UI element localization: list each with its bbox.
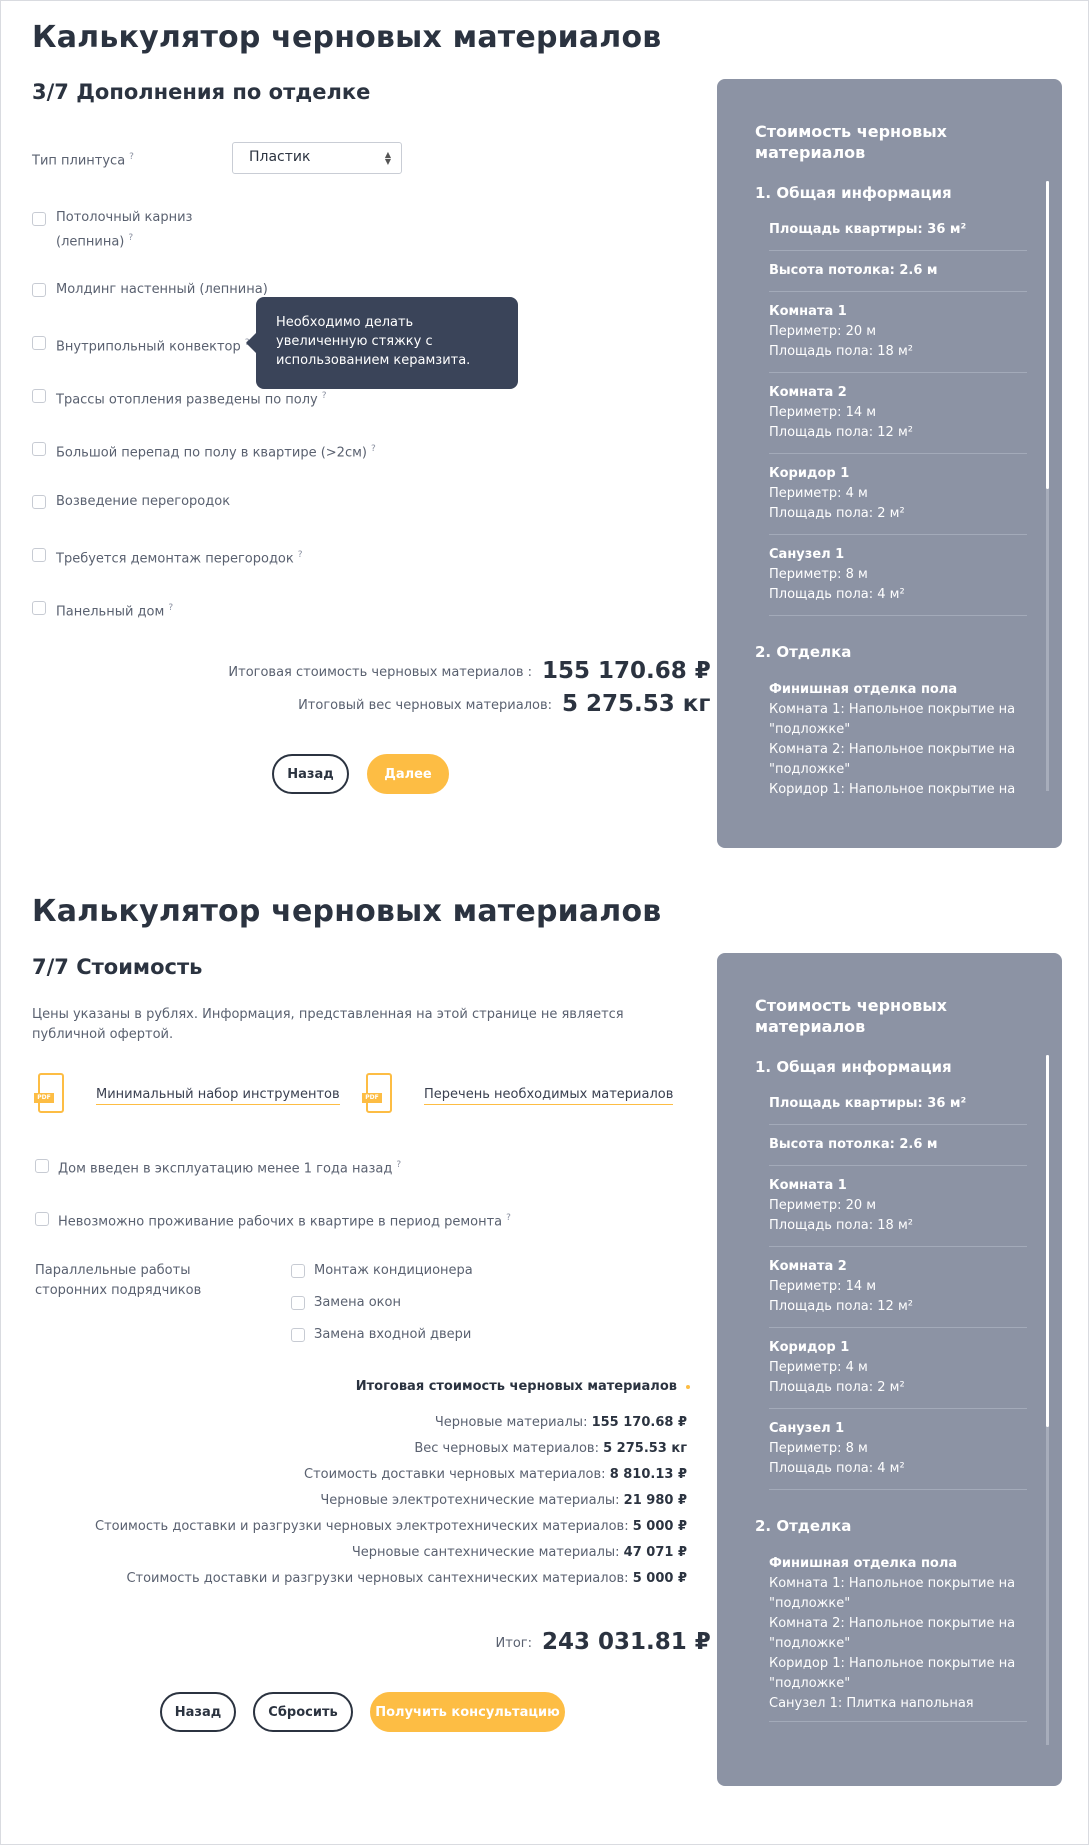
breakdown-label: Вес черновых материалов: (414, 1441, 599, 1456)
room-floor: Площадь пола: 4 м² (769, 587, 905, 602)
help-icon[interactable]: ? (396, 1160, 402, 1170)
divider (769, 1165, 1027, 1166)
checkbox-windows[interactable] (291, 1296, 305, 1310)
room-name: Коридор 1 (769, 466, 850, 481)
panel-height (769, 261, 1027, 281)
option-partition-demolition (56, 545, 303, 569)
panel-room (769, 1338, 1027, 1398)
option-panel-house-text: Панельный дом (56, 604, 165, 620)
panel-finish (769, 1554, 1027, 1714)
panel-height (769, 1135, 1027, 1155)
help-icon[interactable]: ? (168, 603, 174, 613)
pdf-tag: PDF (362, 1093, 382, 1103)
panel-room (769, 302, 1027, 362)
summary-panel (717, 953, 1062, 1786)
finish-line: Комната 1: Напольное покрытие на "подложке" (769, 1576, 1016, 1611)
room-floor: Площадь пола: 18 м² (769, 1218, 913, 1233)
option-no-living (58, 1208, 511, 1232)
pdf-tag: PDF (34, 1093, 54, 1103)
finish-title: Финишная отделка пола (769, 1556, 958, 1571)
divider (769, 1489, 1027, 1490)
checkbox-wall-molding[interactable] (32, 283, 46, 297)
finish-line: Санузел 1: Плитка напольная (769, 1696, 974, 1711)
pdf-file-icon[interactable] (362, 1073, 392, 1113)
total-weight-value: 5 275.53 кг (562, 691, 711, 717)
breakdown-value: 5 000 ₽ (632, 1571, 687, 1586)
room-floor: Площадь пола: 18 м² (769, 344, 913, 359)
checkbox-partitions[interactable] (32, 495, 46, 509)
panel-area (769, 220, 1027, 240)
divider (769, 1246, 1027, 1247)
parallel-works-label: Параллельные работы сторонних подрядчиков (35, 1263, 202, 1298)
panel-height-text: Высота потолка: 2.6 м (769, 263, 938, 278)
panel-room (769, 1419, 1027, 1479)
breakdown-label: Черновые электротехнические материалы: (320, 1493, 620, 1508)
breakdown-label: Стоимость доставки черновых материалов: (304, 1467, 606, 1482)
plinth-label-text: Тип плинтуса (32, 153, 126, 169)
tooltip: Необходимо делать увеличенную стяжку с использованием керамзита. (256, 297, 518, 389)
total-weight-label: Итоговый вес черновых материалов: (298, 698, 552, 713)
consultation-button[interactable]: Получить консультацию (370, 1692, 565, 1732)
total-cost-value: 155 170.68 ₽ (542, 658, 711, 684)
divider (769, 1124, 1027, 1125)
breakdown-value: 5 000 ₽ (632, 1519, 687, 1534)
option-panel-house (56, 598, 173, 622)
grand-total-label: Итог: (495, 1636, 532, 1651)
back-button[interactable]: Назад (272, 754, 349, 794)
select-arrows-icon: ▲ ▼ (384, 150, 391, 166)
room-perimeter: Периметр: 20 м (769, 1198, 877, 1213)
reset-button[interactable]: Сбросить (253, 1692, 353, 1732)
room-name: Комната 1 (769, 1178, 847, 1193)
option-floor-convector-text: Внутрипольный конвектор (56, 339, 241, 355)
breakdown-label: Стоимость доставки и разгрузки черновых электротехнических материалов: (95, 1519, 629, 1534)
room-name: Комната 2 (769, 1259, 847, 1274)
divider (769, 291, 1027, 292)
divider (769, 1721, 1027, 1722)
breakdown-row (126, 1571, 687, 1586)
room-name: Санузел 1 (769, 1421, 845, 1436)
finish-line: Комната 2: Напольное покрытие на "подложке" (769, 1616, 1016, 1651)
grand-total-value: 243 031.81 ₽ (542, 1629, 711, 1655)
panel-finish (769, 680, 1027, 800)
checkbox-no-living[interactable] (35, 1212, 49, 1226)
checkbox-floor-drop[interactable] (32, 442, 46, 456)
panel-area (769, 1094, 1027, 1114)
room-perimeter: Периметр: 20 м (769, 324, 877, 339)
panel-room (769, 464, 1027, 524)
checkbox-new-house[interactable] (35, 1159, 49, 1173)
summary-title: Итоговая стоимость черновых материалов (355, 1379, 677, 1394)
help-icon[interactable]: ? (506, 1213, 511, 1223)
breakdown-value: 21 980 ₽ (623, 1493, 687, 1508)
room-name: Санузел 1 (769, 547, 845, 562)
finish-title: Финишная отделка пола (769, 682, 958, 697)
step-title: 3/7 Дополнения по отделке (32, 80, 371, 104)
summary-panel (717, 79, 1062, 848)
breakdown-row (414, 1441, 687, 1456)
panel-room (769, 1257, 1027, 1317)
room-floor: Площадь пола: 2 м² (769, 506, 905, 521)
divider (769, 1327, 1027, 1328)
help-icon[interactable]: ? (129, 152, 134, 162)
tools-link[interactable]: Минимальный набор инструментов (96, 1087, 340, 1105)
panel-room (769, 383, 1027, 443)
divider (769, 453, 1027, 454)
divider (769, 372, 1027, 373)
panel-section-finish: 2. Отделка (755, 643, 852, 661)
checkbox-floor-convector[interactable] (32, 336, 46, 350)
room-name: Коридор 1 (769, 1340, 850, 1355)
room-name: Комната 2 (769, 385, 847, 400)
plinth-select[interactable] (232, 142, 402, 174)
scrollbar-thumb[interactable] (1046, 181, 1049, 489)
plinth-label (32, 147, 134, 171)
scrollbar-thumb[interactable] (1046, 1055, 1049, 1427)
breakdown-value: 155 170.68 ₽ (591, 1415, 687, 1430)
panel-room (769, 1176, 1027, 1236)
panel-area-text: Площадь квартиры: 36 м² (769, 222, 967, 237)
page-title: Калькулятор черновых материалов (32, 20, 662, 55)
help-icon[interactable]: ? (128, 233, 134, 243)
option-heating-lines-text: Трассы отопления разведены по полу (56, 392, 318, 408)
panel-height-text: Высота потолка: 2.6 м (769, 1137, 938, 1152)
room-perimeter: Периметр: 14 м (769, 1279, 877, 1294)
panel-area-text: Площадь квартиры: 36 м² (769, 1096, 967, 1111)
checkbox-panel-house[interactable] (32, 601, 46, 615)
room-perimeter: Периметр: 14 м (769, 405, 877, 420)
room-perimeter: Периметр: 4 м (769, 1360, 868, 1375)
finish-line: Комната 2: Напольное покрытие на "подложке" (769, 742, 1016, 777)
option-windows: Замена окон (314, 1295, 401, 1310)
panel-section-finish: 2. Отделка (755, 1517, 852, 1535)
divider (769, 250, 1027, 251)
price-note: Цены указаны в рублях. Информация, представленная на этой странице не является публичной офертой. (32, 1007, 624, 1042)
help-icon[interactable]: ? (321, 391, 327, 401)
checkbox-ceiling-cornice[interactable] (32, 212, 46, 226)
divider (769, 534, 1027, 535)
breakdown-label: Черновые сантехнические материалы: (351, 1545, 620, 1560)
room-floor: Площадь пола: 12 м² (769, 425, 913, 440)
page-title: Калькулятор черновых материалов (32, 894, 662, 929)
option-ceiling-cornice-text: Потолочный карниз (лепнина) (56, 210, 193, 250)
option-partition-demolition-text: Требуется демонтаж перегородок (56, 551, 294, 567)
breakdown-value: 47 071 ₽ (623, 1545, 687, 1560)
option-wall-molding: Молдинг настенный (лепнина) (56, 282, 268, 297)
room-name: Комната 1 (769, 304, 847, 319)
option-entrance-door: Замена входной двери (314, 1327, 472, 1342)
checkbox-partition-demolition[interactable] (32, 548, 46, 562)
finish-line: Комната 1: Напольное покрытие на "подложке" (769, 702, 1016, 737)
checkbox-entrance-door[interactable] (291, 1328, 305, 1342)
accent-dot (686, 1385, 690, 1389)
panel-title: Стоимость черновых материалов (755, 122, 947, 162)
option-new-house-text: Дом введен в эксплуатацию менее 1 года назад (58, 1161, 393, 1177)
help-icon[interactable]: ? (297, 550, 303, 560)
option-floor-drop (56, 439, 376, 463)
panel-title: Стоимость черновых материалов (755, 996, 947, 1036)
breakdown-label: Стоимость доставки и разгрузки черновых сантехнических материалов: (126, 1571, 629, 1586)
next-button[interactable]: Далее (367, 754, 449, 794)
panel-section-general: 1. Общая информация (755, 1058, 952, 1076)
panel-section-general: 1. Общая информация (755, 184, 952, 202)
room-floor: Площадь пола: 2 м² (769, 1380, 905, 1395)
help-icon[interactable]: ? (370, 444, 376, 454)
pdf-file-icon[interactable] (34, 1073, 64, 1113)
plinth-select-value: Пластик (249, 149, 311, 165)
total-cost-label: Итоговая стоимость черновых материалов : (228, 665, 532, 680)
option-new-house (58, 1155, 401, 1179)
option-floor-convector (56, 333, 250, 357)
option-ceiling-cornice (56, 208, 206, 252)
materials-link[interactable]: Перечень необходимых материалов (424, 1087, 673, 1105)
breakdown-row (352, 1545, 687, 1560)
breakdown-row (320, 1493, 687, 1508)
breakdown-label: Черновые материалы: (434, 1415, 588, 1430)
option-heating-lines (56, 386, 327, 410)
finish-line: Коридор 1: Напольное покрытие на (769, 782, 1016, 797)
breakdown-value: 8 810.13 ₽ (609, 1467, 687, 1482)
room-perimeter: Периметр: 8 м (769, 567, 868, 582)
breakdown-row (304, 1467, 687, 1482)
room-perimeter: Периметр: 8 м (769, 1441, 868, 1456)
breakdown-row (435, 1415, 687, 1430)
option-air-conditioner: Монтаж кондиционера (314, 1263, 473, 1278)
room-floor: Площадь пола: 4 м² (769, 1461, 905, 1476)
option-floor-drop-text: Большой перепад по полу в квартире (>2см) (56, 445, 367, 461)
breakdown-row (95, 1519, 687, 1534)
finish-line: Коридор 1: Напольное покрытие на "подложке" (769, 1656, 1016, 1691)
room-floor: Площадь пола: 12 м² (769, 1299, 913, 1314)
checkbox-heating-lines[interactable] (32, 389, 46, 403)
divider (769, 1408, 1027, 1409)
back-button[interactable]: Назад (160, 1692, 236, 1732)
checkbox-air-conditioner[interactable] (291, 1264, 305, 1278)
option-no-living-text: Невозможно проживание рабочих в квартире в период ремонта (58, 1214, 503, 1230)
breakdown-value: 5 275.53 кг (603, 1441, 687, 1456)
option-partitions: Возведение перегородок (56, 494, 231, 509)
step-title: 7/7 Стоимость (32, 955, 203, 979)
panel-room (769, 545, 1027, 605)
room-perimeter: Периметр: 4 м (769, 486, 868, 501)
divider (769, 615, 1027, 616)
